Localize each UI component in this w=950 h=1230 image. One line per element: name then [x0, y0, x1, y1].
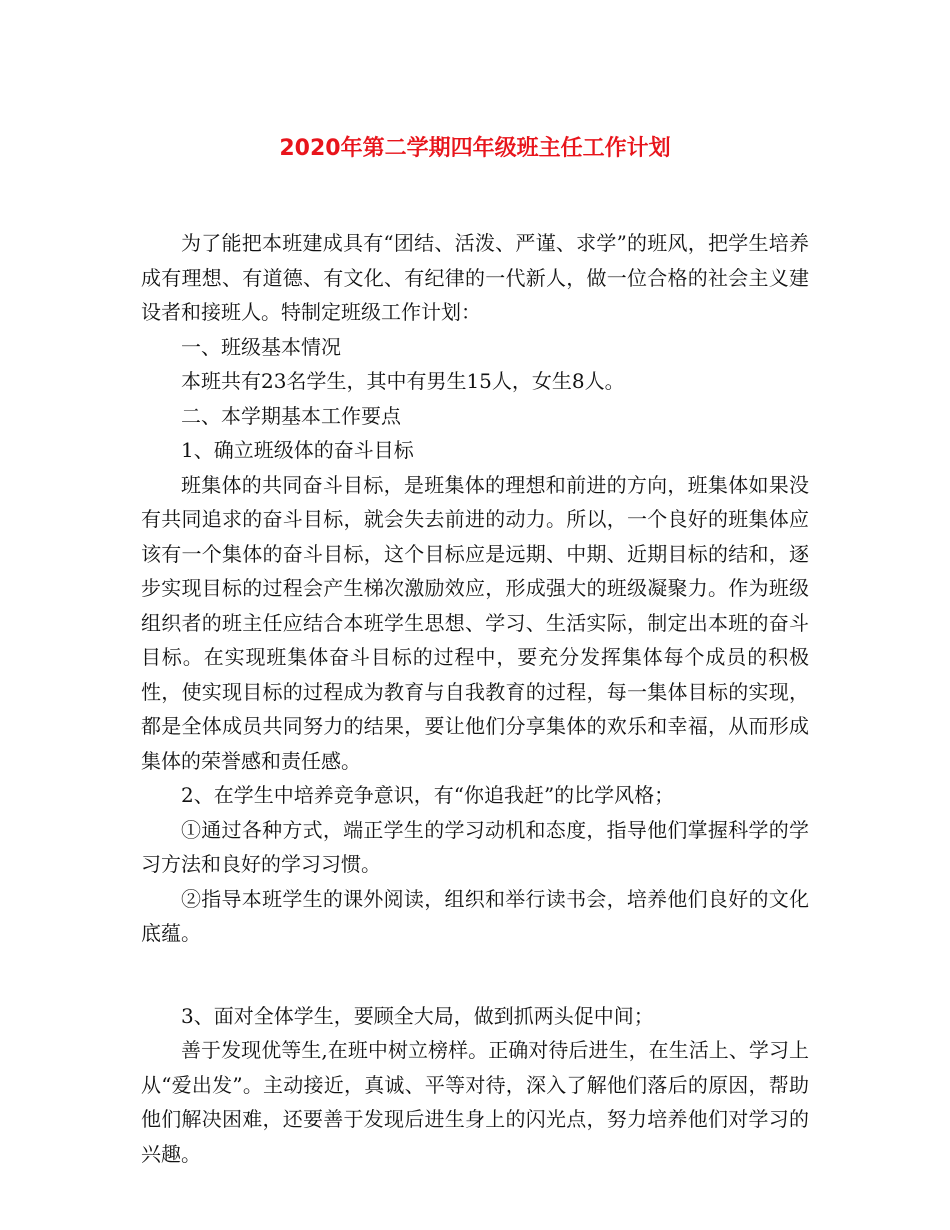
document-body	[141, 226, 809, 1171]
section-heading-work-points: 二、本学期基本工作要点	[181, 403, 401, 428]
paragraph-intro: 为了能把本班建成具有“团结、活泼、严谨、求学”的班风，把学生培养成有理想、有道德、有文化、有纪律的一代新人，做一位合格的社会主义建设者和接班人。特制定班级工作计划：	[141, 231, 809, 324]
section-heading-basic-situation: 一、班级基本情况	[181, 334, 341, 359]
paragraph-gap	[141, 951, 809, 999]
subheading-competition: 2、在学生中培养竞争意识，有“你追我赶”的比学风格；	[181, 783, 675, 807]
paragraph-students-care: 善于发现优等生,在班中树立榜样。正确对待后进生，在生活上、学习上从“爱出发”。主动接近，真诚、平等对待，深入了解他们落后的原因，帮助他们解决困难，还要善于发现后进生身上的闪光点，努力培养他们对学习的兴趣。	[141, 1038, 809, 1166]
list-item-reading: ②指导本班学生的课外阅读，组织和举行读书会，培养他们良好的文化底蕴。	[141, 886, 809, 945]
subheading-all-students: 3、面对全体学生，要顾全大局，做到抓两头促中间；	[181, 1003, 654, 1028]
subheading-goal: 1、确立班级体的奋斗目标	[181, 438, 414, 462]
list-item-study-methods: ①通过各种方式，端正学生的学习动机和态度，指导他们掌握科学的学习方法和良好的学习习惯。	[141, 817, 809, 876]
document-title: 2020年第二学期四年级班主任工作计划	[279, 136, 671, 161]
paragraph-goal: 班集体的共同奋斗目标，是班集体的理想和前进的方向，班集体如果没有共同追求的奋斗目标，就会失去前进的动力。所以，一个良好的班集体应该有一个集体的奋斗目标，这个目标应是远期、中期、近期目标的结和，逐步实现目标的过程会产生梯次激励效应，形成强大的班级凝聚力。作为班级组织者的班主任应结合本班学生思想、学习、生活实际，制定出本班的奋斗目标。在实现班集体奋斗目标的过程中，要充分发挥集体每个成员的积极性，使实现目标的过程成为教育与自我教育的过程，每一集体目标的实现，都是全体成员共同努力的结果，要让他们分享集体的欢乐和幸福，从而形成集体的荣誉感和责任感。	[141, 472, 809, 773]
paragraph-class-size: 本班共有23名学生，其中有男生15人，女生8人。	[181, 369, 625, 393]
